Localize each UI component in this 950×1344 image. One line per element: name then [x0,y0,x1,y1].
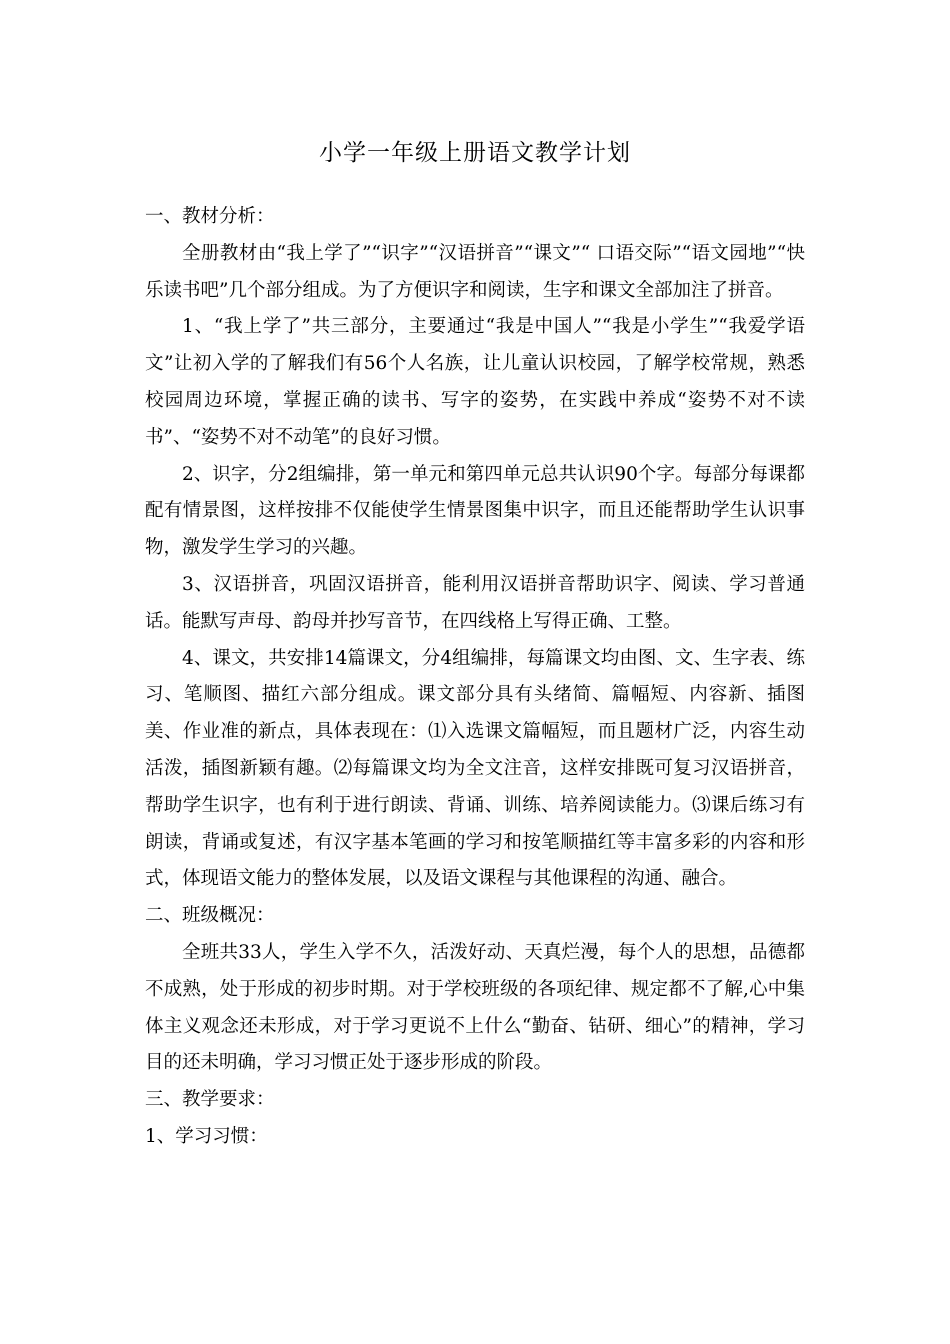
document-body [145,199,805,1156]
paragraph-pinyin: 3、汉语拼音，巩固汉语拼音，能利用汉语拼音帮助识字、阅读、学习普通话。能默写声母、韵母并抄写音节，在四线格上写得正确、工整。 [145,573,805,632]
paragraph-class-overview: 全班共33人，学生入学不久，活泼好动、天真烂漫，每个人的思想，品德都不成熟，处于形成的初步时期。对于学校班级的各项纪律、规定都不了解,心中集体主义观念还未形成，对于学习更说不上什么“勤奋、钻研、细心”的精神，学习目的还未明确，学习习惯正处于逐步形成的阶段。 [145,941,805,1074]
subheading-study-habits: 1、学习习惯： [145,1125,268,1147]
document-title: 小学一年级上册语文教学计划 [319,140,631,166]
section-heading-teaching-requirements: 三、教学要求： [145,1089,275,1111]
paragraph-textbook-overview: 全册教材由“我上学了”“识字”“汉语拼音”“课文”“ 口语交际”“语文园地”“快乐读书吧”几个部分组成。为了方便识字和阅读，生字和课文全部加注了拼音。 [145,242,805,301]
section-heading-class-overview: 二、班级概况： [145,905,275,927]
paragraph-texts: 4、课文，共安排14篇课文，分4组编排，每篇课文均由图、文、生字表、练习、笔顺图、描红六部分组成。课文部分具有头绪简、篇幅短、内容新、插图美、作业准的新点，具体表现在：⑴入选课文篇幅短，而且题材广泛，内容生动活泼，插图新颖有趣。⑵每篇课文均为全文注音，这样安排既可复习汉语拼音，帮助学生识字，也有利于进行朗读、背诵、训练、培养阅读能力。⑶课后练习有朗读，背诵或复述，有汉字基本笔画的学习和按笔顺描红等丰富多彩的内容和形式，体现语文能力的整体发展，以及语文课程与其他课程的沟通、融合。 [145,647,805,890]
paragraph-literacy: 2、识字，分2组编排，第一单元和第四单元总共认识90个字。每部分每课都配有情景图，这样按排不仅能使学生情景图集中识字，而且还能帮助学生认识事物，激发学生学习的兴趣。 [145,463,805,559]
section-heading-textbook-analysis: 一、教材分析： [145,206,275,227]
paragraph-school-start: 1、“我上学了”共三部分，主要通过“我是中国人”“我是小学生”“我爱学语文”让初入学的了解我们有56个人名族，让儿童认识校园，了解学校常规，熟悉校园周边环境，掌握正确的读书、写字的姿势，在实践中养成“姿势不对不读书”、“姿势不对不动笔”的良好习惯。 [145,316,805,448]
